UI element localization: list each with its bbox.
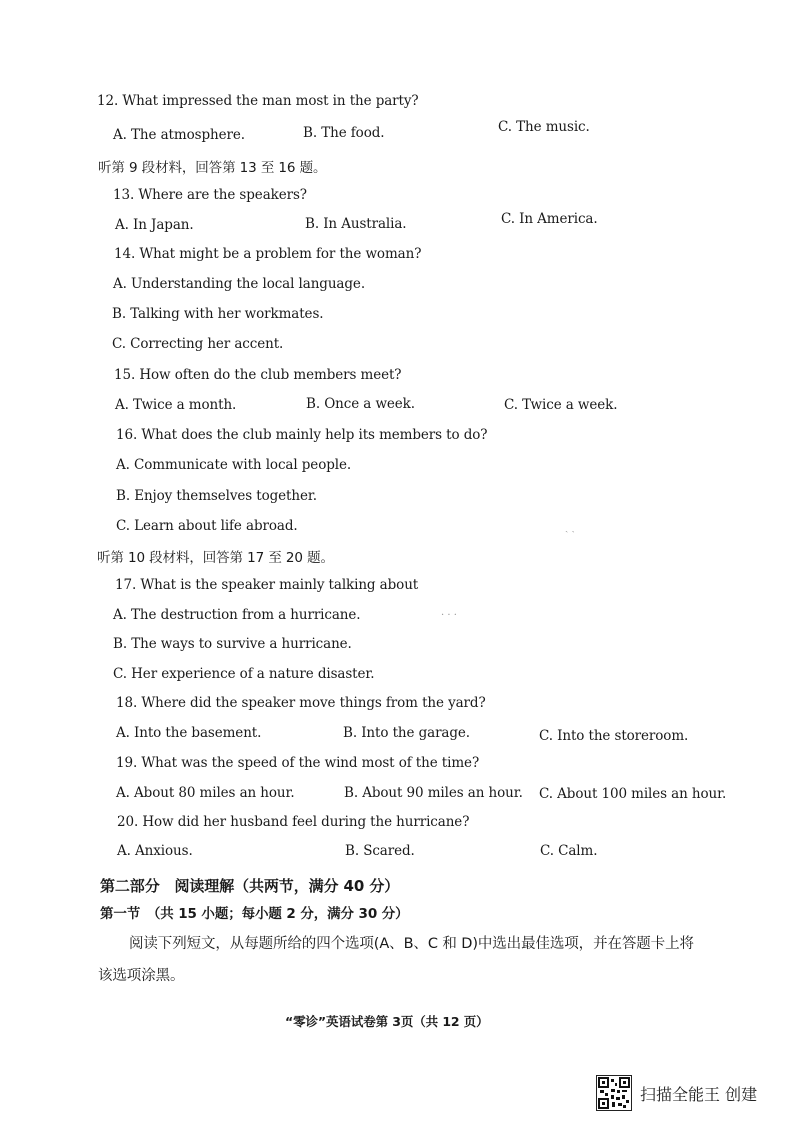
q18-option-c: C. Into the storeroom. xyxy=(539,728,689,744)
q17-option-a: A. The destruction from a hurricane. xyxy=(113,607,361,623)
q14-stem: 14. What might be a problem for the woman? xyxy=(114,246,422,262)
q13-option-a: A. In Japan. xyxy=(115,217,194,233)
q15-stem: 15. How often do the club members meet? xyxy=(114,367,402,383)
q16-option-a: A. Communicate with local people. xyxy=(116,457,352,473)
part2-instruction-line2: 该选项涂黑。 xyxy=(98,968,185,984)
q16-option-b: B. Enjoy themselves together. xyxy=(116,488,317,504)
scan-speck: · · · xyxy=(441,610,457,621)
page-footer: “零诊”英语试卷第 3页（共 12 页） xyxy=(285,1014,489,1029)
q14-option-c: C. Correcting her accent. xyxy=(112,336,284,352)
q19-option-b: B. About 90 miles an hour. xyxy=(344,785,523,801)
q14-option-a: A. Understanding the local language. xyxy=(113,276,366,292)
q17-option-b: B. The ways to survive a hurricane. xyxy=(113,636,352,652)
scan-speck: ˎ ˏ xyxy=(565,522,575,533)
q14-option-b: B. Talking with her workmates. xyxy=(112,306,324,322)
section-instruction-10: 听第 10 段材料，回答第 17 至 20 题。 xyxy=(97,550,334,566)
q18-option-a: A. Into the basement. xyxy=(116,725,262,741)
q19-option-c: C. About 100 miles an hour. xyxy=(539,786,727,802)
q12-option-a: A. The atmosphere. xyxy=(113,127,245,143)
q13-option-c: C. In America. xyxy=(501,211,598,227)
qr-code-icon xyxy=(596,1075,632,1111)
q18-option-b: B. Into the garage. xyxy=(343,725,470,741)
q20-stem: 20. How did her husband feel during the hurricane? xyxy=(117,814,470,830)
q16-stem: 16. What does the club mainly help its members to do? xyxy=(116,427,488,443)
section-instruction-9: 听第 9 段材料，回答第 13 至 16 题。 xyxy=(98,160,327,176)
scanner-watermark: 扫描全能王 创建 xyxy=(640,1085,758,1104)
q20-option-c: C. Calm. xyxy=(540,843,598,859)
q12-option-c: C. The music. xyxy=(498,119,590,135)
q15-option-b: B. Once a week. xyxy=(306,396,415,412)
part2-instruction-line1: 阅读下列短文，从每题所给的四个选项(A、B、C 和 D)中选出最佳选项，并在答题卡上将 xyxy=(129,936,694,952)
part2-section1-title: 第一节 （共 15 小题；每小题 2 分，满分 30 分） xyxy=(100,906,409,922)
q15-option-c: C. Twice a week. xyxy=(504,397,618,413)
q17-stem: 17. What is the speaker mainly talking about xyxy=(115,577,419,593)
q12-option-b: B. The food. xyxy=(303,125,385,141)
q15-option-a: A. Twice a month. xyxy=(115,397,237,413)
q18-stem: 18. Where did the speaker move things from the yard? xyxy=(116,695,486,711)
q17-option-c: C. Her experience of a nature disaster. xyxy=(113,666,375,682)
part2-title: 第二部分 阅读理解（共两节，满分 40 分） xyxy=(100,877,400,895)
q16-option-c: C. Learn about life abroad. xyxy=(116,518,298,534)
q13-option-b: B. In Australia. xyxy=(305,216,407,232)
q13-stem: 13. Where are the speakers? xyxy=(113,187,307,203)
q12-stem: 12. What impressed the man most in the party? xyxy=(97,93,419,109)
q19-stem: 19. What was the speed of the wind most of the time? xyxy=(116,755,480,771)
q20-option-a: A. Anxious. xyxy=(117,843,193,859)
q19-option-a: A. About 80 miles an hour. xyxy=(116,785,295,801)
q20-option-b: B. Scared. xyxy=(345,843,415,859)
